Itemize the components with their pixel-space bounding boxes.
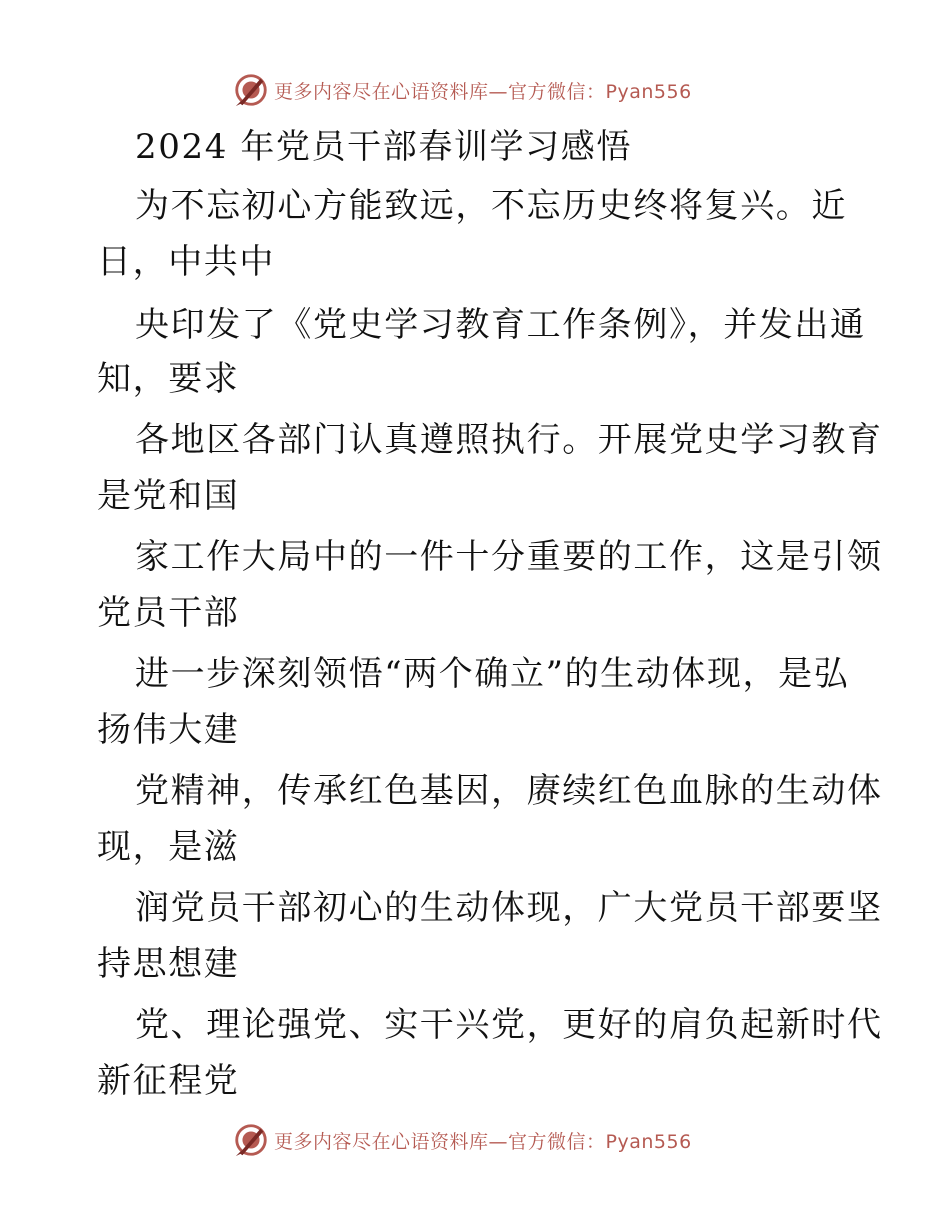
paragraph-line: 党员干部: [97, 593, 240, 633]
document-title: 2024 年党员干部春训学习感悟: [135, 127, 632, 167]
paragraph-line: 央印发了《党史学习教育工作条例》，并发出通: [135, 305, 866, 345]
paragraph-line: 为不忘初心方能致远，不忘历史终将复兴。近: [135, 186, 847, 226]
paragraph-line: 持思想建: [97, 944, 240, 984]
quill-pen-logo-icon: [232, 1121, 270, 1159]
paragraph-line: 党、理论强党、实干兴党，更好的肩负起新时代: [135, 1005, 883, 1045]
footer-watermark-banner: [232, 1120, 692, 1160]
paragraph-line: 家工作大局中的一件十分重要的工作，这是引领: [135, 537, 883, 577]
paragraph-line: 进一步深刻领悟“两个确立”的生动体现，是弘: [135, 654, 850, 694]
paragraph-line: 扬伟大建: [97, 710, 240, 750]
paragraph-line: 各地区各部门认真遵照执行。开展党史学习教育: [135, 420, 883, 460]
header-watermark-banner: [232, 70, 692, 110]
paragraph-line: 党精神，传承红色基因，赓续红色血脉的生动体: [135, 771, 883, 811]
watermark-text: 更多内容尽在心语资料库—官方微信：Pyan556: [274, 80, 692, 103]
watermark-text: 更多内容尽在心语资料库—官方微信：Pyan556: [274, 1130, 692, 1153]
quill-pen-logo-icon: [232, 71, 270, 109]
paragraph-line: 润党员干部初心的生动体现，广大党员干部要坚: [135, 888, 883, 928]
paragraph-line: 新征程党: [97, 1061, 240, 1101]
paragraph-line: 知，要求: [97, 359, 240, 399]
paragraph-line: 是党和国: [97, 476, 240, 516]
paragraph-line: 现，是滋: [97, 827, 240, 867]
paragraph-line: 日，中共中: [97, 242, 275, 282]
